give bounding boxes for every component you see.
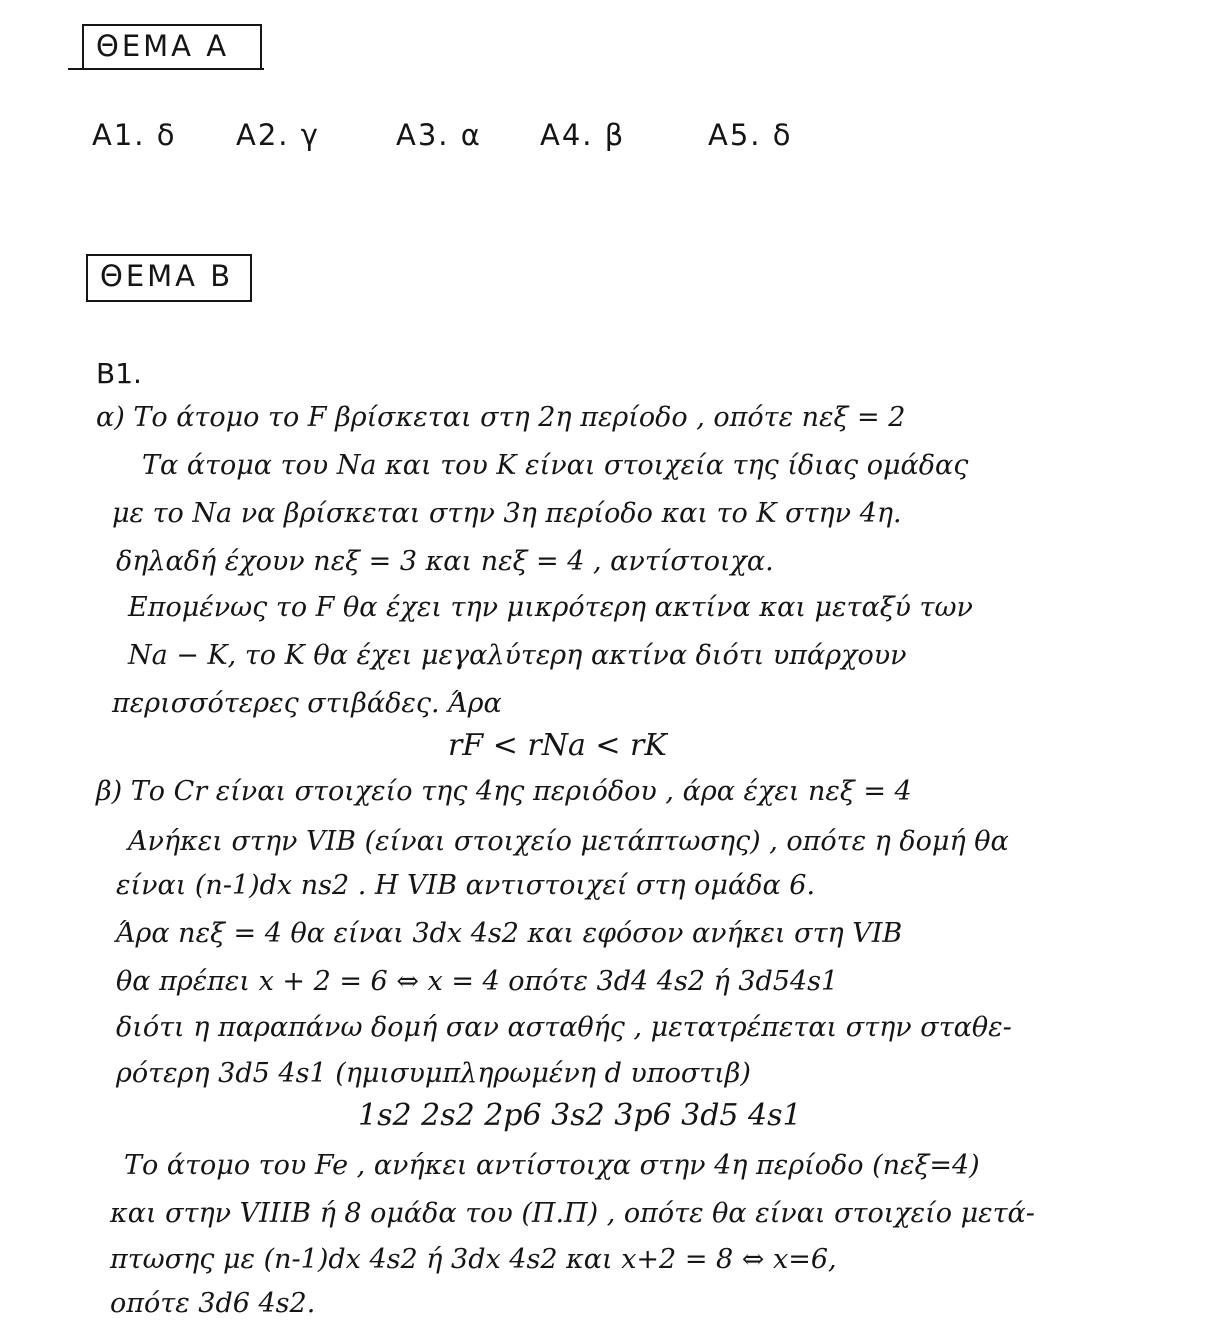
text-line: δηλαδή έχουν nεξ = 3 και nεξ = 4 , αντίστοιχα. (116, 546, 774, 577)
answer-a5: Α5. δ (708, 118, 793, 152)
text-line: ρότερη 3d5 4s1 (ημισυμπληρωμένη d υποστιβ) (116, 1058, 751, 1089)
cr-electron-configuration: 1s2 2s2 2p6 3s2 3p6 3d5 4s1 (358, 1098, 802, 1133)
radius-inequality: rF < rNa < rK (448, 728, 667, 763)
text-line: θα πρέπει x + 2 = 6 ⇔ x = 4 οπότε 3d4 4s2 ή 3d54s1 (116, 966, 839, 997)
text-line: Άρα nεξ = 4 θα είναι 3dx 4s2 και εφόσον ανήκει στη VIB (116, 918, 903, 949)
theme-b-heading: ΘΕΜΑ Β (86, 254, 252, 302)
text-line: πτωσης με (n-1)dx 4s2 ή 3dx 4s2 και x+2 = 8 ⇔ x=6, (110, 1244, 837, 1275)
text-line: Το άτομο του Fe , ανήκει αντίστοιχα στην 4η περίοδο (nεξ=4) (124, 1150, 980, 1181)
answer-a3: Α3. α (396, 118, 482, 152)
text-line: β) Το Cr είναι στοιχείο της 4ης περιόδου , άρα έχει nεξ = 4 (96, 776, 912, 807)
text-line: περισσότερες στιβάδες. Άρα (112, 688, 502, 719)
text-line: Επομένως το F θα έχει την μικρότερη ακτίνα και μεταξύ των (128, 592, 973, 623)
text-line: με το Na να βρίσκεται στην 3η περίοδο και το K στην 4η. (112, 498, 902, 529)
text-line: οπότε 3d6 4s2. (110, 1288, 316, 1319)
theme-a-heading: ΘΕΜΑ Α (82, 24, 262, 70)
text-line: διότι η παραπάνω δομή σαν ασταθής , μετατρέπεται στην σταθε- (116, 1012, 1012, 1043)
answer-a1: Α1. δ (92, 118, 177, 152)
b1-label: Β1. (96, 357, 142, 390)
text-line: Τα άτομα του Na και του K είναι στοιχεία της ίδιας ομάδας (142, 450, 969, 481)
text-line: είναι (n-1)dx ns2 . Η VIB αντιστοιχεί στη ομάδα 6. (116, 870, 816, 901)
answer-a2: Α2. γ (236, 118, 320, 152)
text-line: και στην VIIIB ή 8 ομάδα του (Π.Π) , οπότε θα είναι στοιχείο μετά- (110, 1198, 1035, 1229)
text-line: Ανήκει στην VIB (είναι στοιχείο μετάπτωσης) , οπότε η δομή θα (128, 826, 1009, 857)
text-line: Na − K, το K θα έχει μεγαλύτερη ακτίνα διότι υπάρχουν (128, 640, 907, 671)
answer-a4: Α4. β (540, 118, 626, 152)
text-line: α) Το άτομο το F βρίσκεται στη 2η περίοδο , οπότε nεξ = 2 (96, 402, 906, 433)
